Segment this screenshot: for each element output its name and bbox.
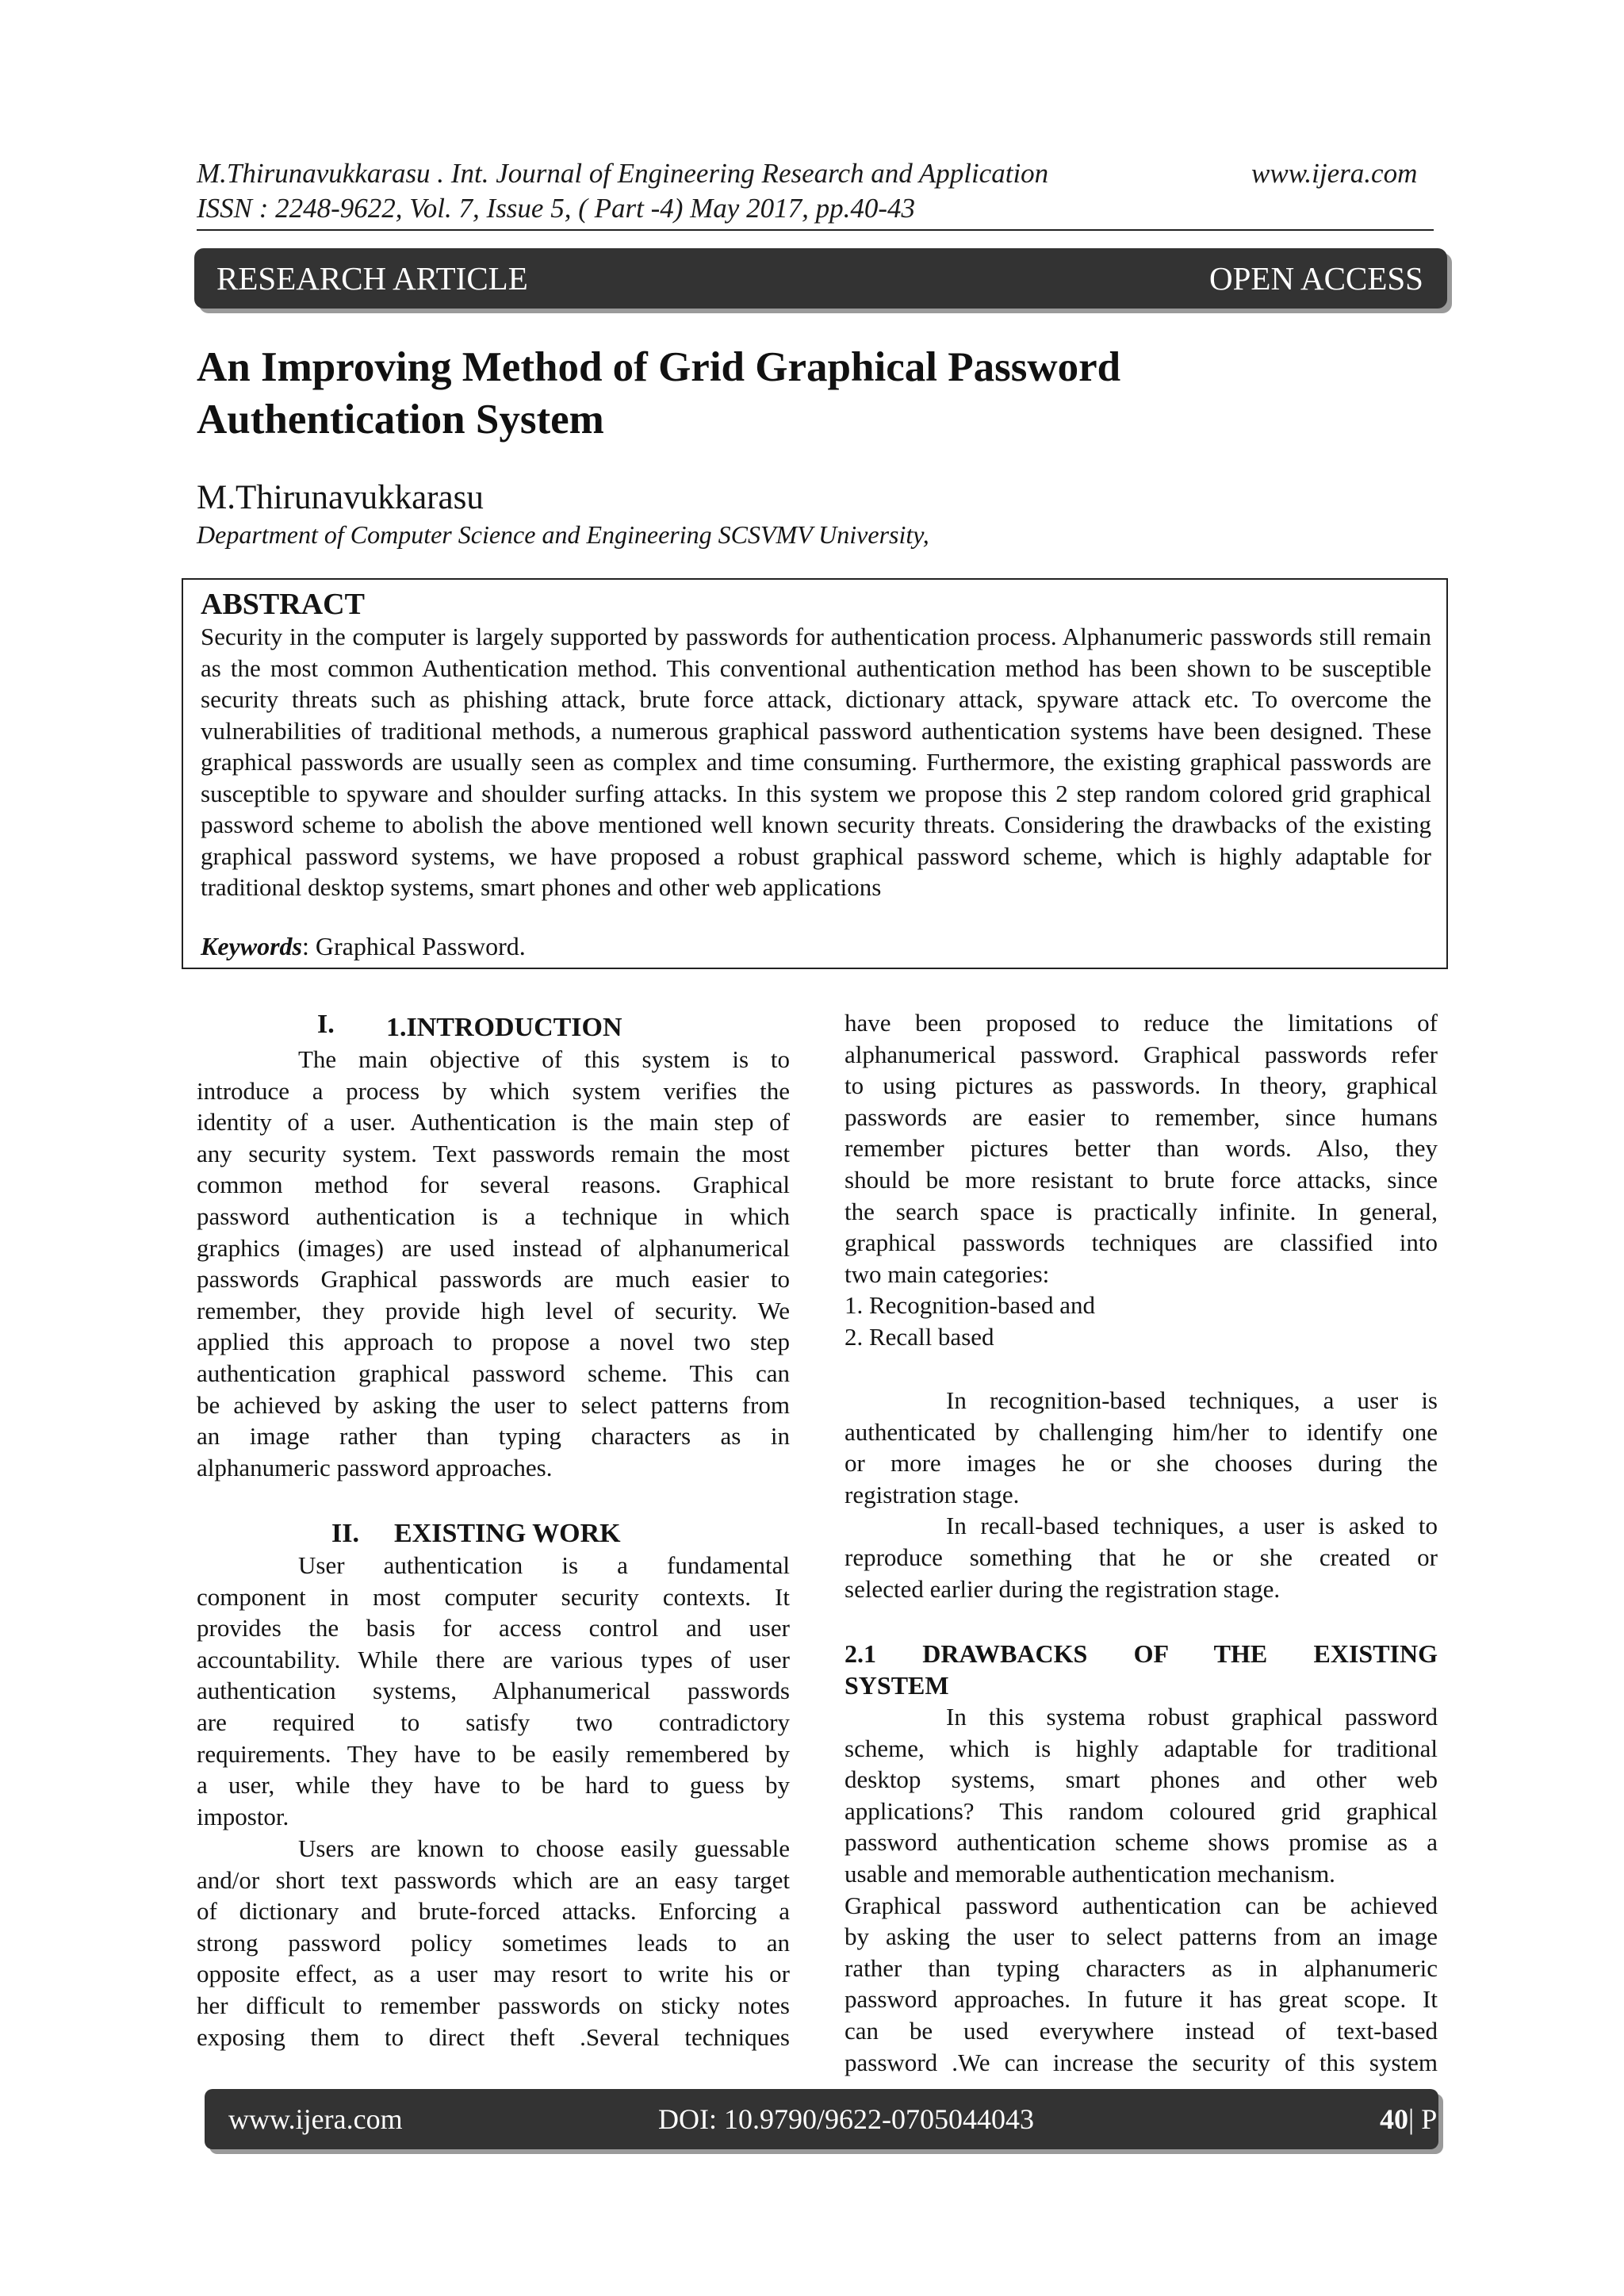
text-line: registration stage.: [845, 1480, 1020, 1508]
text-line: impostor.: [197, 1802, 289, 1830]
text-line: can be used everywhere instead of text-based: [845, 2016, 1438, 2045]
text-line: identity of a user. Authentication is the main step of: [197, 1108, 790, 1137]
text-line: her difficult to remember passwords on sticky notes: [197, 1991, 790, 2019]
keywords-label: Keywords: [201, 932, 302, 960]
text-line: exposing them to direct theft .Several techniques: [197, 2022, 790, 2051]
text-line: have been proposed to reduce the limitations of: [845, 1009, 1438, 1037]
text-line: be achieved by asking the user to select patterns from: [197, 1390, 790, 1419]
text-line: reproduce something that he or she created or: [845, 1543, 1438, 1571]
text-line: introduce a process by which system verifies the: [197, 1076, 790, 1105]
author-affiliation: Department of Computer Science and Engineering SCSVMV University,: [197, 520, 929, 549]
text-line: In recognition-based techniques, a user is: [946, 1386, 1438, 1414]
author-name: M.Thirunavukkarasu: [197, 479, 484, 516]
list-item: 2. Recall based: [845, 1322, 994, 1351]
text-line: desktop systems, smart phones and other web: [845, 1765, 1438, 1794]
existing-paragraph-1: [197, 1550, 790, 1832]
text-line: passwords are easier to remember, since humans: [845, 1102, 1438, 1131]
text-line: authentication graphical password scheme. This can: [197, 1359, 790, 1387]
text-line: the search space is practically infinite. In general,: [845, 1197, 1438, 1225]
page-number: 40: [1380, 2103, 1408, 2135]
paper-title-line2: Authentication System: [197, 397, 604, 443]
text-line: should be more resistant to brute force attacks, since: [845, 1165, 1438, 1194]
text-line: an image rather than typing characters as in: [197, 1422, 790, 1451]
paper-title: [197, 341, 1120, 446]
intro-paragraph: [197, 1044, 790, 1483]
text-line: or more images he or she chooses during the: [845, 1449, 1438, 1478]
footer-page: [1380, 2089, 1497, 2149]
right-paragraph-2: [845, 1385, 1438, 1604]
text-line: password authentication is a technique in which: [197, 1202, 790, 1230]
text-line: In this systema robust graphical password: [946, 1703, 1438, 1731]
keywords-value: : Graphical Password.: [302, 932, 526, 960]
text-line: a user, while they have to be hard to guess by: [197, 1771, 790, 1800]
text-line: scheme, which is highly adaptable for traditional: [845, 1734, 1438, 1762]
text-line: any security system. Text passwords remain the most: [197, 1139, 790, 1167]
article-type-banner: [194, 248, 1447, 309]
abstract-heading: ABSTRACT: [201, 588, 365, 621]
text-line: common method for several reasons. Graphical: [197, 1171, 790, 1199]
paper-title-line1: An Improving Method of Grid Graphical Password: [197, 344, 1121, 390]
text-line: to using pictures as passwords. In theory, graphical: [845, 1071, 1438, 1100]
text-line: alphanumerical password. Graphical passwords refer: [845, 1040, 1438, 1068]
research-article-label: RESEARCH ARTICLE: [216, 260, 528, 297]
text-line: usable and memorable authentication mechanism.: [845, 1859, 1335, 1888]
text-line: alphanumeric password approaches.: [197, 1453, 553, 1481]
text-line: applied this approach to propose a novel two step: [197, 1328, 790, 1356]
text-line: User authentication is a fundamental: [298, 1551, 790, 1579]
text-line: and/or short text passwords which are an easy target: [197, 1865, 790, 1894]
journal-website[interactable]: www.ijera.com: [1251, 158, 1418, 189]
drawbacks-heading: [845, 1638, 1438, 1701]
text-line: rather than typing characters as in alphanumeric: [845, 1953, 1438, 1982]
heading-line: SYSTEM: [845, 1671, 949, 1700]
text-line: accountability. While there are various types of user: [197, 1645, 790, 1673]
text-line: provides the basis for access control and user: [197, 1614, 790, 1642]
text-line: applications? This random coloured grid graphical: [845, 1796, 1438, 1825]
text-line: password approaches. In future it has great scope. It: [845, 1985, 1438, 2014]
existing-heading: EXISTING WORK: [394, 1519, 621, 1548]
text-line: of dictionary and brute-forced attacks. Enforcing a: [197, 1897, 790, 1926]
intro-section-number: I.: [317, 1010, 335, 1039]
text-line: selected earlier during the registration stage.: [845, 1574, 1281, 1603]
text-line: authenticated by challenging him/her to identify one: [845, 1417, 1438, 1446]
list-item: 1. Recognition-based and: [845, 1291, 1095, 1320]
abstract-box: [182, 578, 1448, 969]
page-label: | P a g e: [1408, 2103, 1497, 2135]
text-line: requirements. They have to be easily remembered by: [197, 1739, 790, 1768]
text-line: opposite effect, as a user may resort to write his or: [197, 1960, 790, 1988]
heading-line: 2.1 DRAWBACKS OF THE EXISTING: [845, 1639, 1438, 1668]
text-line: are required to satisfy two contradictory: [197, 1708, 790, 1736]
existing-paragraph-2: [197, 1833, 790, 2053]
text-line: password .We can increase the security of this system: [845, 2048, 1438, 2076]
keywords: [201, 930, 526, 962]
text-line: Graphical password authentication can be achieved: [845, 1891, 1438, 1919]
open-access-label: OPEN ACCESS: [1208, 260, 1423, 297]
text-line: Users are known to choose easily guessable: [298, 1834, 790, 1862]
text-line: remember, they provide high level of security. We: [197, 1296, 790, 1324]
drawbacks-paragraph: [845, 1701, 1438, 2078]
text-line: two main categories:: [845, 1259, 1050, 1288]
text-line: The main objective of this system is to: [298, 1045, 790, 1073]
existing-section-number: II.: [331, 1519, 359, 1548]
text-line: password authentication scheme shows promise as a: [845, 1828, 1438, 1857]
footer-doi[interactable]: DOI: 10.9790/9622-0705044043: [658, 2103, 1034, 2135]
text-line: remember pictures better than words. Also, they: [845, 1134, 1438, 1163]
journal-header: M.Thirunavukkarasu . Int. Journal of Engineering Research and Application: [197, 158, 1049, 189]
text-line: passwords Graphical passwords are much easier to: [197, 1265, 790, 1294]
text-line: strong password policy sometimes leads to an: [197, 1928, 790, 1957]
footer-website[interactable]: www.ijera.com: [228, 2103, 403, 2135]
header-rule: [197, 229, 1434, 231]
text-line: authentication systems, Alphanumerical passwords: [197, 1677, 790, 1705]
page-footer: [205, 2089, 1497, 2149]
text-line: graphical passwords techniques are classified into: [845, 1228, 1438, 1257]
journal-issn: ISSN : 2248-9622, Vol. 7, Issue 5, ( Part -4) May 2017, pp.40-43: [197, 193, 916, 224]
text-line: graphics (images) are used instead of alphanumerical: [197, 1233, 790, 1262]
text-line: component in most computer security contexts. It: [197, 1582, 790, 1611]
text-line: In recall-based techniques, a user is asked to: [946, 1512, 1438, 1540]
text-line: by asking the user to select patterns from an image: [845, 1922, 1438, 1951]
intro-heading: 1.INTRODUCTION: [386, 1013, 622, 1042]
abstract-text: Security in the computer is largely supported by passwords for authentication process. Alphanumeric passwords still remain as the most common Authentication method. This conventional authentication method has been shown to be susceptible security threats such as phishing attack, brute force attack, dictionary attack, spyware attack etc. To overcome the vulnerabilities of traditional methods, a numerous graphical password authentication systems have been designed. These graphical passwords are usually seen as complex and time consuming. Furthermore, the existing graphical passwords are susceptible to spyware and shoulder surfing attacks. In this system we propose this 2 step random colored grid graphical password scheme to abolish the above mentioned well known security threats. Considering the drawbacks of the existing graphical password systems, we have proposed a robust graphical password scheme, which is highly adaptable for traditional desktop systems, smart phones and other web applications: [201, 623, 1431, 901]
right-paragraph-1: [845, 1007, 1438, 1353]
